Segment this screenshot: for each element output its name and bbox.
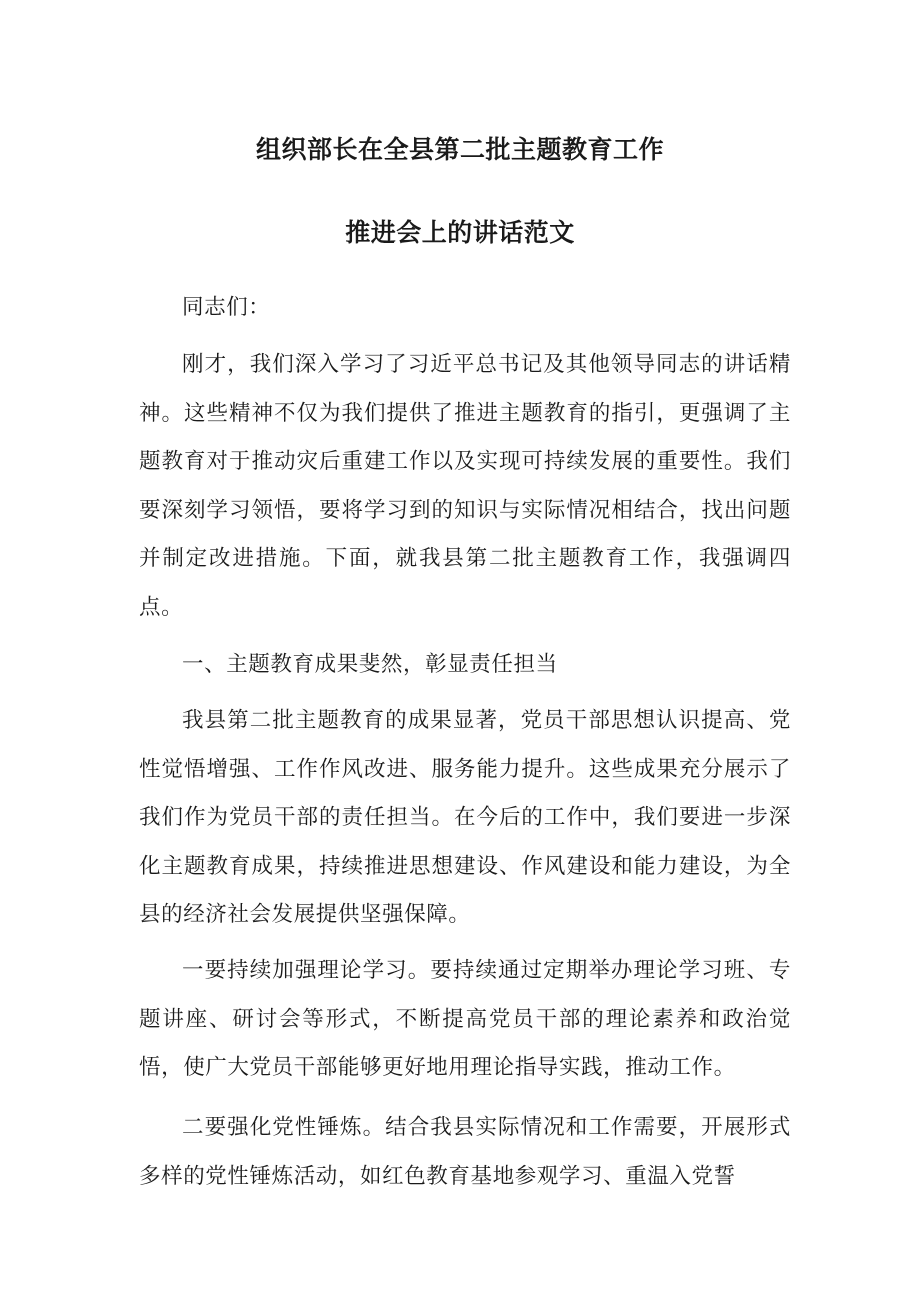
point-2-body: 结合我县实际情况和工作需要，开展形式多样的党性锤炼活动，如红色教育基地参观学习、重温入党誓 [139, 1115, 791, 1189]
paragraph-achievements: 我县第二批主题教育的成果显著，党员干部思想认识提高、党性觉悟增强、工作作风改进、服务能力提升。这些成果充分展示了我们作为党员干部的责任担当。在今后的工作中，我们要进一步深化主题教育成果，持续推进思想建设、作风建设和能力建设，为全县的经济社会发展提供坚强保障。 [139, 708, 791, 928]
point-1-body: 要持续通过定期举办理论学习班、专题讲座、研讨会等形式，不断提高党员干部的理论素养和政治觉悟，使广大党员干部能够更好地用理论指导实践，推动工作。 [139, 958, 791, 1081]
greeting: 同志们： [182, 295, 271, 320]
paragraph-intro: 刚才，我们深入学习了习近平总书记及其他领导同志的讲话精神。这些精神不仅为我们提供了推进主题教育的指引，更强调了主题教育对于推动灾后重建工作以及实现可持续发展的重要性。我们要深刻学习领悟，要将学习到的知识与实际情况相结合，找出问题并制定改进措施。下面，就我县第二批主题教育工作，我强调四点。 [139, 352, 791, 620]
paragraph-point-1 [139, 947, 791, 1093]
paragraph-point-2 [139, 1104, 791, 1201]
document-title-line-1: 组织部长在全县第二批主题教育工作 [255, 135, 664, 164]
point-1-lead: 一要持续加强理论学习。 [182, 958, 431, 983]
document-title-line-2: 推进会上的讲话范文 [345, 218, 575, 247]
section-heading-1: 一、主题教育成果斐然，彰显责任担当 [182, 652, 558, 677]
point-2-lead: 二要强化党性锤炼。 [182, 1115, 386, 1140]
